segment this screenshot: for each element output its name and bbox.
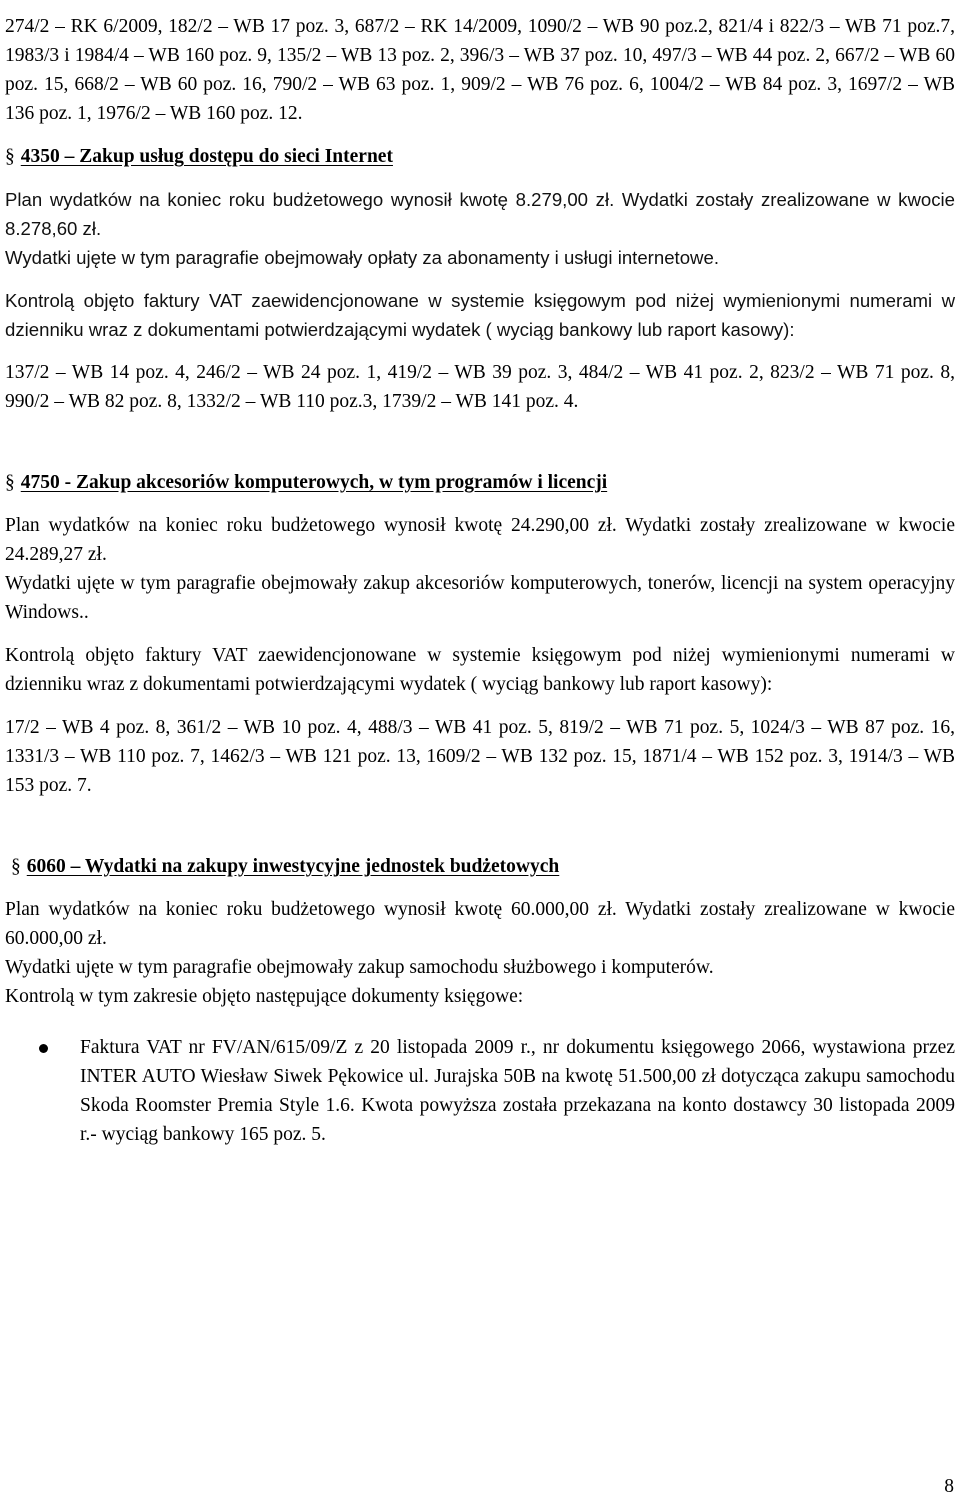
- section-title: 6060 – Wydatki na zakupy inwestycyjne jednostek budżetowych: [26, 856, 560, 877]
- section-heading-6060: [5, 852, 955, 881]
- section-control-text: Kontrolą w tym zakresie objęto następujące dokumenty księgowe:: [5, 986, 524, 1007]
- section-scope-text: Wydatki ujęte w tym paragrafie obejmowały zakup akcesoriów komputerowych, tonerów, licencji na system operacyjny Windows..: [5, 573, 955, 623]
- list-item: [5, 1033, 955, 1149]
- section-title: 4750 - Zakup akcesoriów komputerowych, w tym programów i licencji: [20, 472, 608, 493]
- section-heading-4750: [5, 468, 955, 497]
- section-references: 17/2 – WB 4 poz. 8, 361/2 – WB 10 poz. 4, 488/3 – WB 41 poz. 5, 819/2 – WB 71 poz. 5, 1024/3 – WB 87 poz. 16, 1331/3 – WB 110 poz. 7, 1462/3 – WB 121 poz. 13, 1609/2 – WB 132 poz. 15, 1871/4 – WB 152 poz. 3, 1914/3 – WB 153 poz. 7.: [5, 717, 955, 796]
- section-heading-4350: [5, 142, 955, 171]
- document-page: [5, 12, 955, 1149]
- list-item-text: Faktura VAT nr FV/AN/615/09/Z z 20 listopada 2009 r., nr dokumentu księgowego 2066, wystawiona przez INTER AUTO Wiesław Siwek Pękowice ul. Jurajska 50B na kwotę 51.500,00 zł dotycząca zakupu samochodu Skoda Roomster Premia Style 1.6. Kwota powyższa została przekazana na konto dostawcy 30 listopada 2009 r.- wyciąg bankowy 165 poz. 5.: [80, 1037, 955, 1145]
- section-scope-text: Wydatki ujęte w tym paragrafie obejmowały opłaty za abonamenty i usługi internetowe.: [5, 247, 719, 268]
- section-title: 4350 – Zakup usług dostępu do sieci Internet: [20, 146, 393, 167]
- document-list: [5, 1033, 955, 1149]
- section-plan-text: Plan wydatków na koniec roku budżetowego wynosił kwotę 60.000,00 zł. Wydatki zostały zrealizowane w kwocie 60.000,00 zł.: [5, 899, 955, 949]
- paragraph-symbol: §: [5, 146, 15, 167]
- section-scope-text: Wydatki ujęte w tym paragrafie obejmowały zakup samochodu służbowego i komputerów.: [5, 957, 714, 978]
- section-plan-text: Plan wydatków na koniec roku budżetowego wynosił kwotę 8.279,00 zł. Wydatki zostały zrealizowane w kwocie 8.278,60 zł.: [5, 189, 955, 239]
- section-control-text: Kontrolą objęto faktury VAT zaewidencjonowane w systemie księgowym pod niżej wymienionymi numerami w dzienniku wraz z dokumentami potwierdzającymi wydatek ( wyciąg bankowy lub raport kasowy):: [5, 290, 955, 340]
- section-references: 137/2 – WB 14 poz. 4, 246/2 – WB 24 poz. 1, 419/2 – WB 39 poz. 3, 484/2 – WB 41 poz. 2, 823/2 – WB 71 poz. 8, 990/2 – WB 82 poz. 8, 1332/2 – WB 110 poz.3, 1739/2 – WB 141 poz. 4.: [5, 362, 955, 412]
- paragraph-symbol: §: [5, 472, 15, 493]
- paragraph-symbol: §: [11, 856, 21, 877]
- page-number: 8: [944, 1476, 954, 1497]
- intro-references: 274/2 – RK 6/2009, 182/2 – WB 17 poz. 3, 687/2 – RK 14/2009, 1090/2 – WB 90 poz.2, 821/4 i 822/3 – WB 71 poz.7, 1983/3 i 1984/4 – WB 160 poz. 9, 135/2 – WB 13 poz. 2, 396/3 – WB 37 poz. 10, 497/3 – WB 44 poz. 2, 667/2 – WB 60 poz. 15, 668/2 – WB 60 poz. 16, 790/2 – WB 63 poz. 1, 909/2 – WB 76 poz. 6, 1004/2 – WB 84 poz. 3, 1697/2 – WB 136 poz. 1, 1976/2 – WB 160 poz. 12.: [5, 16, 955, 124]
- section-control-text: Kontrolą objęto faktury VAT zaewidencjonowane w systemie księgowym pod niżej wymienionymi numerami w dzienniku wraz z dokumentami potwierdzającymi wydatek ( wyciąg bankowy lub raport kasowy):: [5, 645, 955, 695]
- bullet-icon: [39, 1044, 48, 1053]
- section-plan-text: Plan wydatków na koniec roku budżetowego wynosił kwotę 24.290,00 zł. Wydatki zostały zrealizowane w kwocie 24.289,27 zł.: [5, 515, 955, 565]
